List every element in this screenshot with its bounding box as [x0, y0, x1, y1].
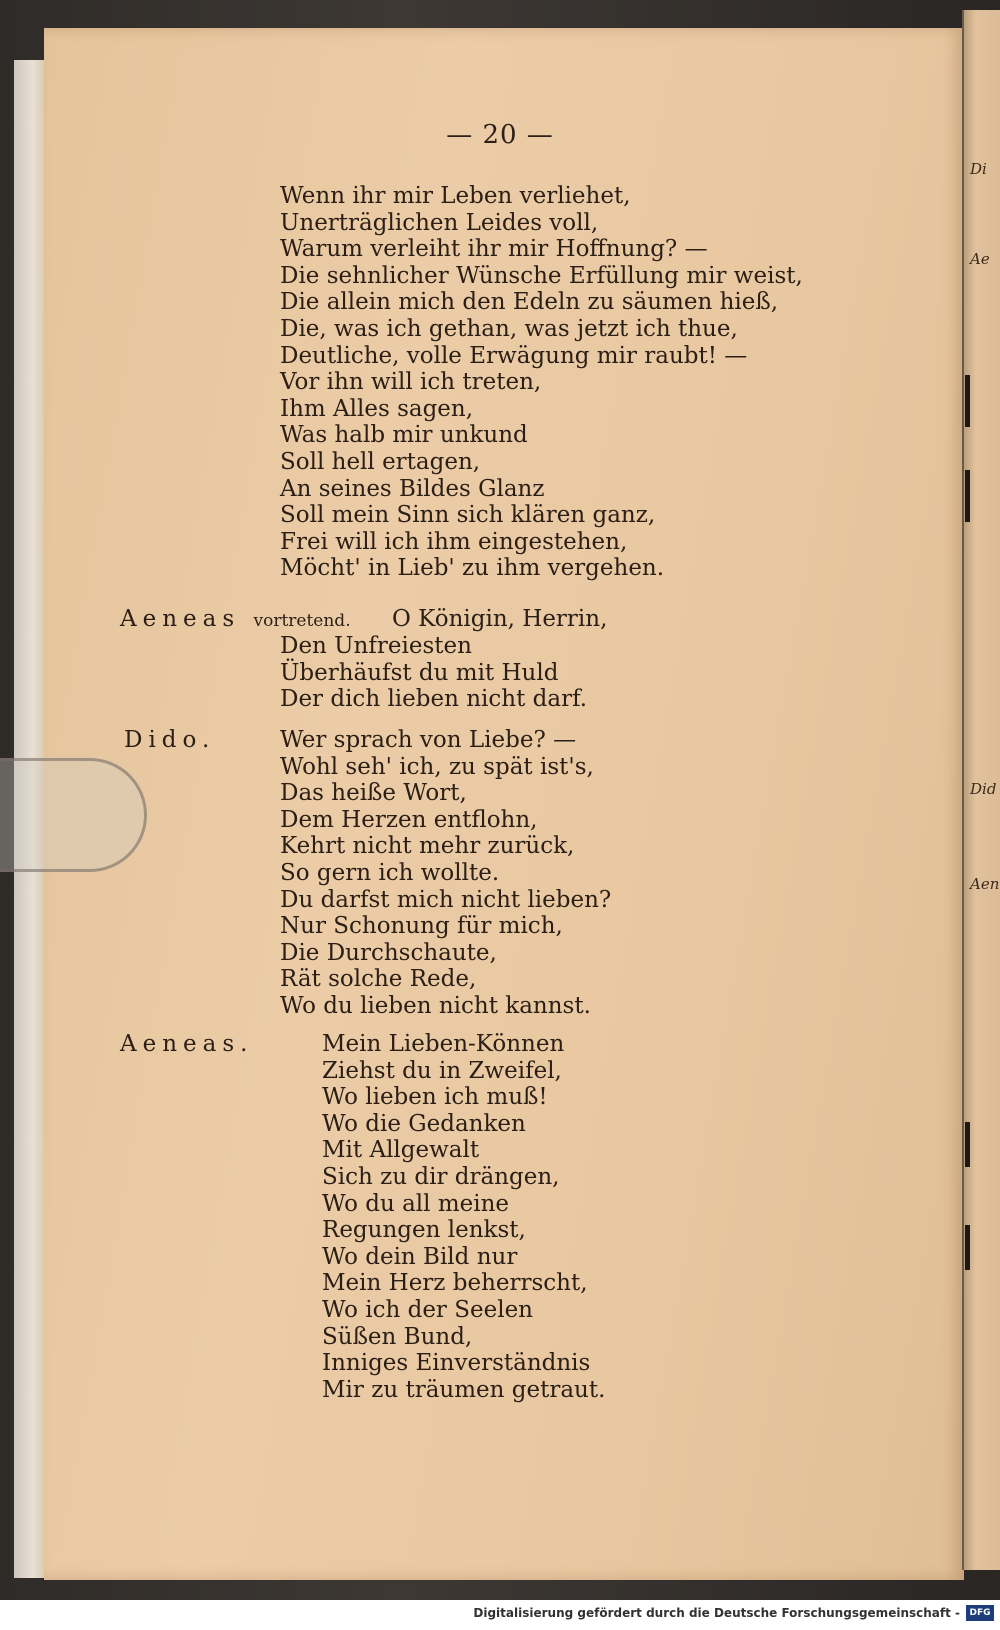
page-clip — [0, 758, 147, 872]
next-page-fragment: Di — [970, 160, 987, 178]
speaker-name: Aeneas. — [120, 1031, 254, 1057]
verse-line: Wo du lieben nicht kannst. — [280, 992, 591, 1019]
speaker-name: Aeneas — [120, 606, 241, 632]
verse-line: Mit Allgewalt — [322, 1137, 480, 1164]
verse-line: Wohl seh' ich, zu spät ist's, — [280, 753, 594, 780]
verse-block-dido — [280, 727, 611, 1020]
verse-line: Warum verleiht ihr mir Hoffnung? — — [280, 236, 708, 263]
verse-line: Sich zu dir drängen, — [322, 1163, 560, 1190]
verse-line: Inniges Einverständnis — [322, 1350, 591, 1377]
verse-line: Ihm Alles sagen, — [280, 395, 474, 422]
margin-mark — [965, 375, 970, 427]
verse-block-aeneas-2 — [322, 1031, 605, 1403]
page-number: — 20 — — [446, 120, 554, 150]
verse-line: Möcht' in Lieb' zu ihm vergehen. — [280, 555, 665, 582]
verse-line: Die Durchschaute, — [280, 939, 497, 966]
verse-line: Wenn ihr mir Leben verliehet, — [280, 183, 631, 209]
margin-mark — [965, 1225, 970, 1270]
verse-line: Unerträglichen Leides voll, — [280, 209, 599, 236]
footer-credit: Digitalisierung gefördert durch die Deutsche Forschungsgemeinschaft - — [473, 1606, 960, 1620]
verse-line: Wo die Gedanken — [322, 1110, 526, 1137]
verse-line: Das heiße Wort, — [280, 780, 467, 807]
verse-line: Soll hell ertagen, — [280, 448, 481, 475]
verse-line: An seines Bildes Glanz — [280, 475, 545, 502]
verse-line: Mein Lieben-Können — [322, 1031, 565, 1057]
speaker-aeneas — [120, 606, 351, 632]
verse-line: Deutliche, volle Erwägung mir raubt! — — [280, 342, 748, 369]
verse-line: Vor ihn will ich treten, — [280, 369, 542, 396]
verse-block-intro — [280, 183, 803, 582]
verse-line: Soll mein Sinn sich klären ganz, — [280, 502, 656, 529]
next-page-fragment: Ae — [970, 250, 990, 268]
verse-line: Überhäufst du mit Huld — [280, 659, 559, 686]
verse-line: Was halb mir unkund — [280, 422, 528, 449]
next-page-fragment: Aen — [970, 875, 1000, 893]
verse-line: Wo du all meine — [322, 1190, 510, 1217]
verse-line: Wo ich der Seelen — [322, 1296, 533, 1323]
verse-line: Regungen lenkst, — [322, 1217, 526, 1244]
verse-line: Kehrt nicht mehr zurück, — [280, 833, 575, 860]
verse-line: O Königin, Herrin, — [392, 606, 608, 632]
speech-first-line — [392, 606, 607, 633]
margin-mark — [965, 1122, 970, 1167]
verse-line: Ziehst du in Zweifel, — [322, 1057, 562, 1084]
next-page-edge — [962, 10, 1000, 1570]
dfg-logo: DFG — [966, 1605, 994, 1621]
margin-mark — [965, 470, 970, 522]
verse-line: Mir zu träumen getraut. — [322, 1376, 606, 1403]
verse-line: Die allein mich den Edeln zu säumen hieß, — [280, 289, 779, 316]
verse-line: Frei will ich ihm eingestehen, — [280, 528, 628, 555]
verse-line: Süßen Bund, — [322, 1323, 473, 1350]
verse-line: Wo dein Bild nur — [322, 1243, 518, 1270]
verse-line: Dem Herzen entflohn, — [280, 806, 538, 833]
verse-line: So gern ich wollte. — [280, 859, 500, 886]
verse-line: Die sehnlicher Wünsche Erfüllung mir weist, — [280, 262, 803, 289]
speaker-aeneas-2 — [120, 1031, 253, 1057]
verse-line: Den Unfreiesten — [280, 633, 472, 659]
footer-bar — [0, 1600, 1000, 1630]
verse-line: Die, was ich gethan, was jetzt ich thue, — [280, 315, 738, 342]
verse-line: Du darfst mich nicht lieben? — [280, 886, 612, 913]
verse-line: Rät solche Rede, — [280, 966, 477, 993]
verse-block-aeneas-1 — [280, 633, 587, 713]
verse-line: Nur Schonung für mich, — [280, 913, 563, 940]
speaker-name: Dido. — [124, 727, 216, 753]
speaker-dido — [124, 727, 215, 753]
verse-line: Wo lieben ich muß! — [322, 1084, 548, 1111]
stage-direction: vortretend. — [253, 611, 351, 631]
verse-line: Mein Herz beherrscht, — [322, 1270, 588, 1297]
verse-line: Der dich lieben nicht darf. — [280, 686, 588, 713]
next-page-fragment: Did — [970, 780, 997, 798]
verse-line: Wer sprach von Liebe? — — [280, 727, 577, 753]
